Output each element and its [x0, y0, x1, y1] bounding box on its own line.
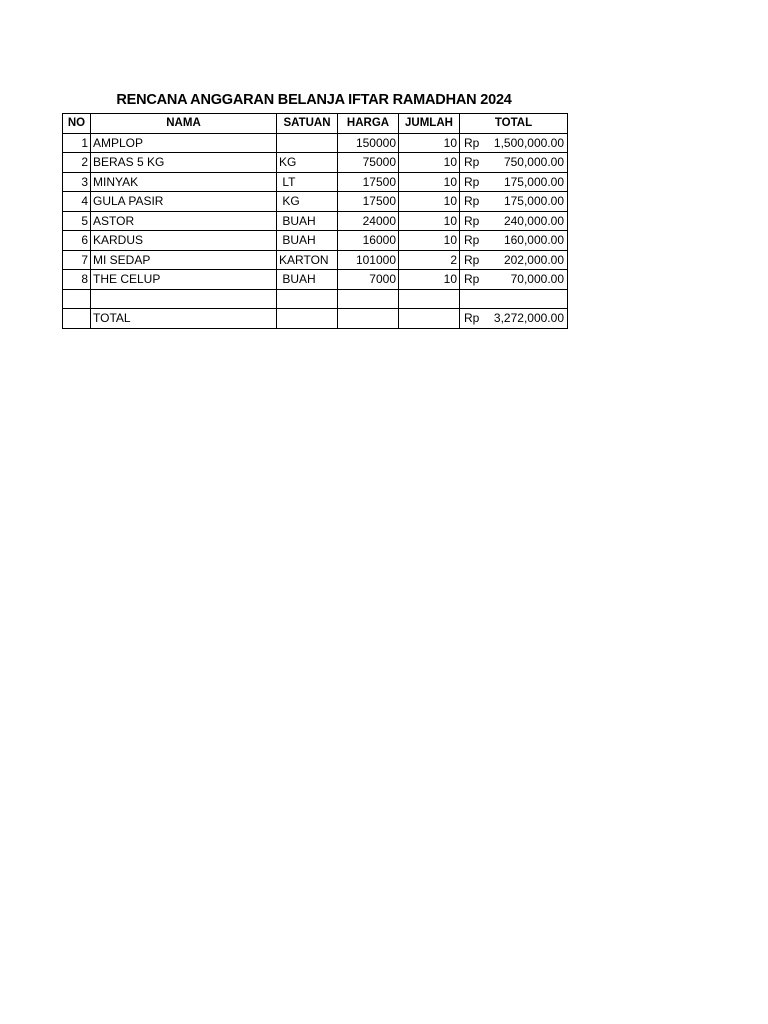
currency-label: Rp — [464, 155, 480, 170]
currency-label: Rp — [464, 174, 480, 189]
cell-jumlah[interactable]: 10 — [399, 231, 460, 251]
header-harga[interactable]: HARGA — [338, 114, 399, 134]
budget-table — [62, 113, 568, 329]
table-row — [63, 192, 568, 212]
total-amount: 1,500,000.00 — [493, 135, 564, 150]
table-row — [63, 172, 568, 192]
cell-satuan[interactable]: BUAH — [277, 270, 338, 290]
cell-nama[interactable]: MI SEDAP — [91, 250, 277, 270]
cell-no[interactable]: 2 — [63, 153, 91, 173]
cell-total[interactable] — [460, 211, 568, 231]
total-amount: 750,000.00 — [503, 155, 564, 170]
cell-jumlah[interactable]: 10 — [399, 172, 460, 192]
currency-label: Rp — [464, 272, 480, 287]
cell-total[interactable] — [460, 133, 568, 153]
cell-empty[interactable] — [399, 289, 460, 309]
currency-label: Rp — [464, 135, 480, 150]
sheet-title: RENCANA ANGGARAN BELANJA IFTAR RAMADHAN 2024 — [116, 92, 512, 108]
table-row — [63, 153, 568, 173]
cell-empty[interactable] — [460, 289, 568, 309]
table-row — [63, 250, 568, 270]
cell-harga[interactable]: 17500 — [338, 192, 399, 212]
cell-total[interactable] — [460, 270, 568, 290]
cell-nama[interactable]: GULA PASIR — [91, 192, 277, 212]
cell-satuan[interactable] — [277, 133, 338, 153]
grand-total-cell[interactable] — [460, 309, 568, 329]
table-row — [63, 211, 568, 231]
cell-jumlah[interactable]: 10 — [399, 270, 460, 290]
total-amount: 240,000.00 — [503, 213, 564, 228]
table-row — [63, 270, 568, 290]
header-no[interactable]: NO — [63, 114, 91, 134]
header-nama[interactable]: NAMA — [91, 114, 277, 134]
total-amount: 160,000.00 — [503, 233, 564, 248]
cell-no[interactable]: 1 — [63, 133, 91, 153]
cell-no[interactable]: 7 — [63, 250, 91, 270]
cell-nama[interactable]: AMPLOP — [91, 133, 277, 153]
total-amount: 70,000.00 — [510, 272, 564, 287]
currency-label: Rp — [464, 213, 480, 228]
cell-total[interactable] — [460, 231, 568, 251]
cell-total[interactable] — [460, 250, 568, 270]
cell-jumlah[interactable]: 10 — [399, 192, 460, 212]
cell-jumlah[interactable]: 10 — [399, 211, 460, 231]
cell-harga[interactable]: 16000 — [338, 231, 399, 251]
currency-label: Rp — [464, 233, 480, 248]
total-amount: 175,000.00 — [503, 174, 564, 189]
cell-total[interactable] — [460, 153, 568, 173]
cell-nama[interactable]: BERAS 5 KG — [91, 153, 277, 173]
header-satuan[interactable]: SATUAN — [277, 114, 338, 134]
cell-nama[interactable]: KARDUS — [91, 231, 277, 251]
cell-jumlah[interactable]: 10 — [399, 153, 460, 173]
cell-total[interactable] — [460, 172, 568, 192]
cell-nama[interactable]: MINYAK — [91, 172, 277, 192]
cell-empty[interactable] — [63, 289, 91, 309]
cell-no[interactable]: 5 — [63, 211, 91, 231]
total-amount: 175,000.00 — [503, 194, 564, 209]
cell-satuan[interactable]: KG — [277, 192, 338, 212]
cell-satuan[interactable]: BUAH — [277, 211, 338, 231]
cell-harga[interactable]: 75000 — [338, 153, 399, 173]
cell-satuan[interactable]: KG — [277, 153, 338, 173]
cell-harga[interactable]: 150000 — [338, 133, 399, 153]
total-amount: 202,000.00 — [503, 252, 564, 267]
cell-no[interactable]: 6 — [63, 231, 91, 251]
total-row — [63, 309, 568, 329]
cell-no[interactable]: 3 — [63, 172, 91, 192]
total-label[interactable]: TOTAL — [91, 309, 277, 329]
table-row — [63, 133, 568, 153]
empty-row — [63, 289, 568, 309]
header-total[interactable]: TOTAL — [460, 114, 568, 134]
cell-total[interactable] — [460, 192, 568, 212]
cell-empty[interactable] — [63, 309, 91, 329]
cell-empty[interactable] — [91, 289, 277, 309]
currency-label: Rp — [464, 311, 480, 326]
cell-empty[interactable] — [277, 289, 338, 309]
cell-satuan[interactable]: LT — [277, 172, 338, 192]
grand-total-amount: 3,272,000.00 — [493, 311, 564, 326]
cell-satuan[interactable]: BUAH — [277, 231, 338, 251]
cell-jumlah[interactable]: 10 — [399, 133, 460, 153]
cell-harga[interactable]: 24000 — [338, 211, 399, 231]
cell-no[interactable]: 4 — [63, 192, 91, 212]
header-row — [63, 114, 568, 134]
cell-harga[interactable]: 101000 — [338, 250, 399, 270]
cell-empty[interactable] — [338, 309, 399, 329]
currency-label: Rp — [464, 194, 480, 209]
cell-empty[interactable] — [338, 289, 399, 309]
cell-no[interactable]: 8 — [63, 270, 91, 290]
cell-nama[interactable]: ASTOR — [91, 211, 277, 231]
header-jumlah[interactable]: JUMLAH — [399, 114, 460, 134]
cell-jumlah[interactable]: 2 — [399, 250, 460, 270]
cell-nama[interactable]: THE CELUP — [91, 270, 277, 290]
cell-empty[interactable] — [277, 309, 338, 329]
cell-empty[interactable] — [399, 309, 460, 329]
cell-harga[interactable]: 17500 — [338, 172, 399, 192]
cell-satuan[interactable]: KARTON — [277, 250, 338, 270]
currency-label: Rp — [464, 252, 480, 267]
cell-harga[interactable]: 7000 — [338, 270, 399, 290]
table-row — [63, 231, 568, 251]
